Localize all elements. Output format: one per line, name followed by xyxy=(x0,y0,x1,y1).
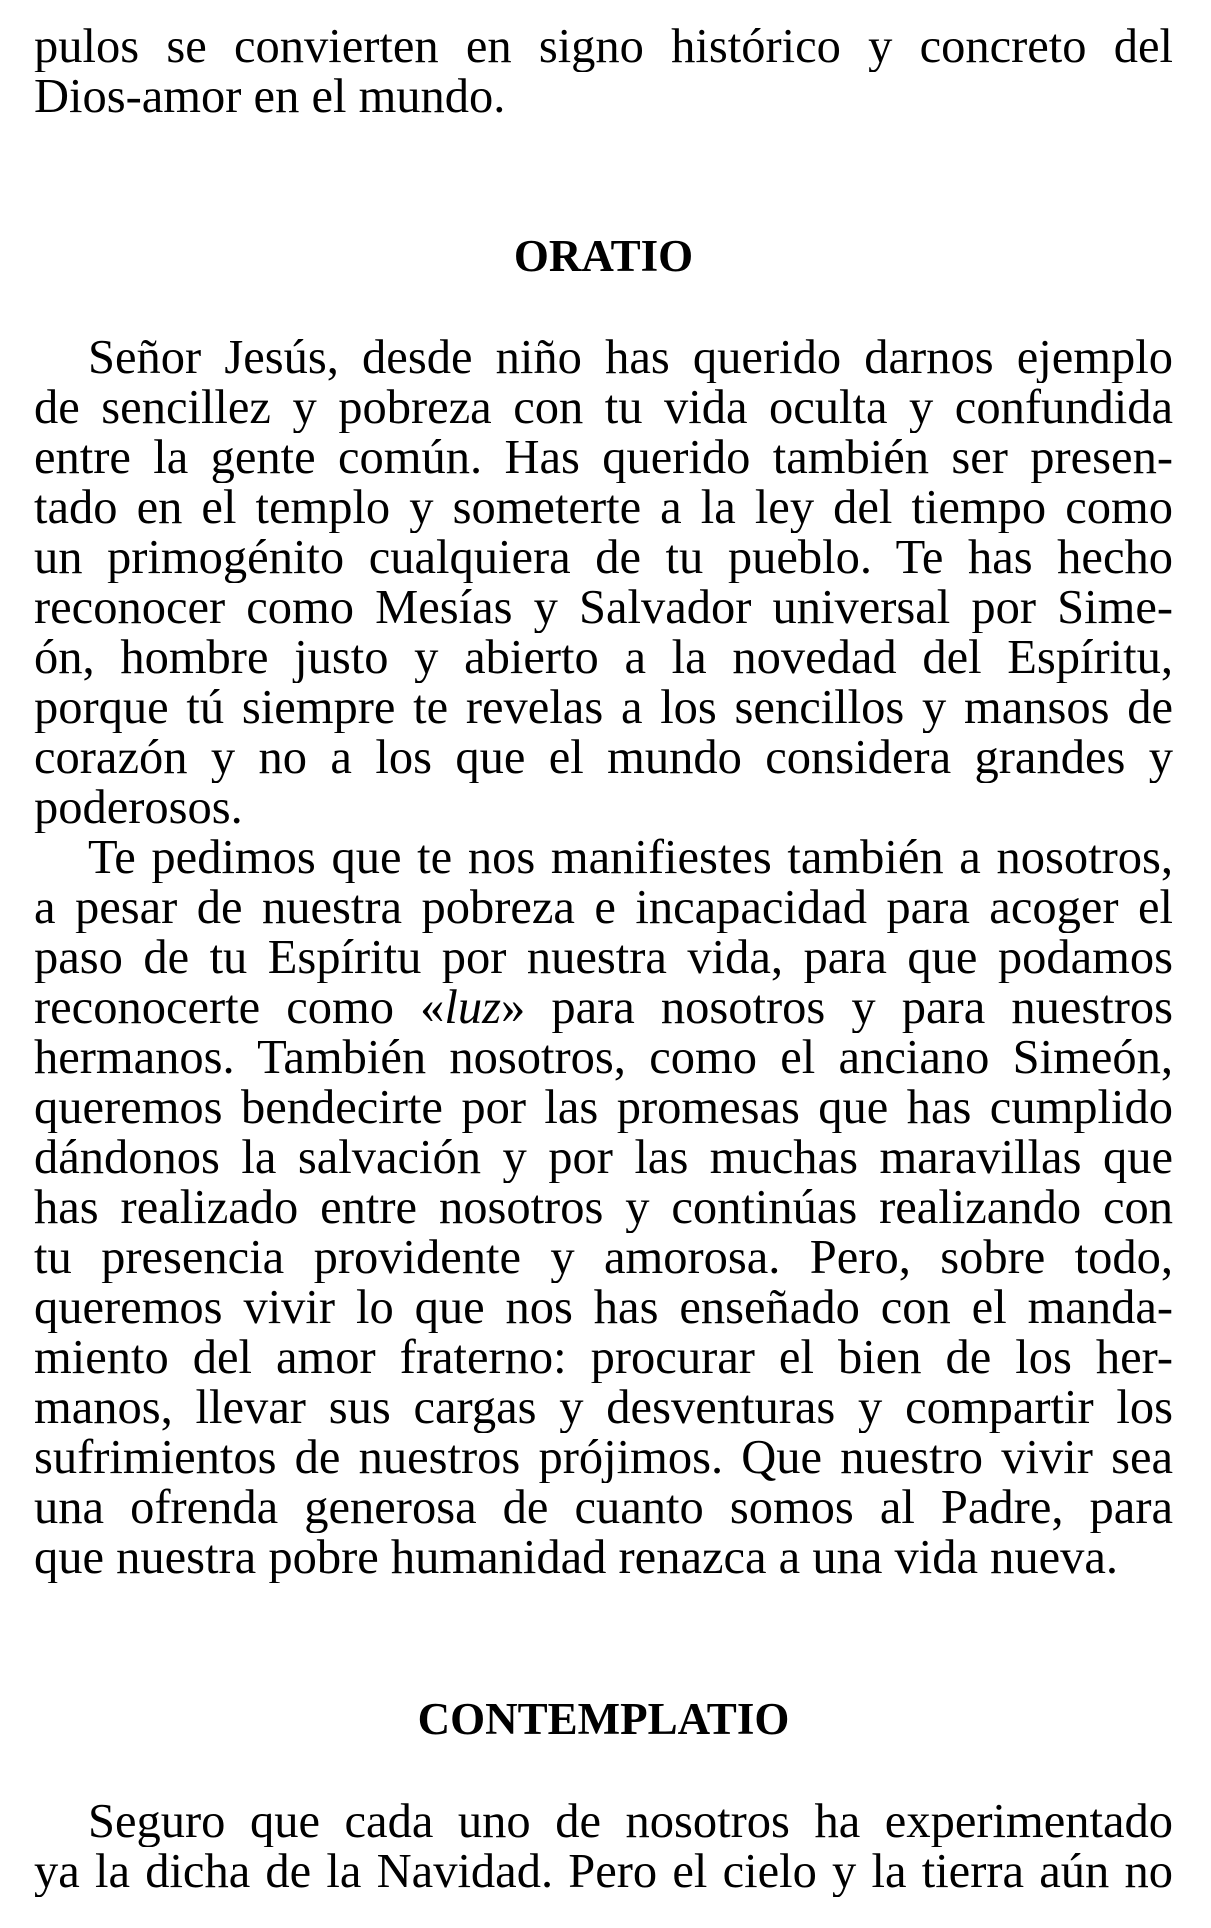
text-line: Dios-amor en el mundo. xyxy=(34,72,506,122)
text-line: tado en el templo y someterte a la ley del tiempo como xyxy=(34,483,1173,533)
quote-close-mark: » xyxy=(501,983,526,1033)
intro-paragraph xyxy=(34,22,1173,122)
oratio-paragraph-2 xyxy=(34,833,1173,1583)
text-line: porque tú siempre te revelas a los sencillos y mansos de xyxy=(34,683,1173,733)
text-line xyxy=(34,983,1173,1033)
text-line: miento del amor fraterno: procurar el bien de los her- xyxy=(34,1333,1173,1383)
text-line: ya la dicha de la Navidad. Pero el cielo y la tierra aún no xyxy=(34,1847,1173,1897)
text-line: ón, hombre justo y abierto a la novedad del Espíritu, xyxy=(34,633,1173,683)
text-line: hermanos. También nosotros, como el anciano Simeón, xyxy=(34,1033,1173,1083)
quote-open-mark: « xyxy=(420,983,445,1033)
text-line: reconocer como Mesías y Salvador universal por Sime- xyxy=(34,583,1173,633)
text-line: una ofrenda generosa de cuanto somos al Padre, para xyxy=(34,1483,1173,1533)
text-line: queremos vivir lo que nos has enseñado con el manda- xyxy=(34,1283,1173,1333)
text-line: a pesar de nuestra pobreza e incapacidad para acoger el xyxy=(34,883,1173,933)
section-heading-contemplatio: CONTEMPLATIO xyxy=(417,1694,790,1744)
text-line: de sencillez y pobreza con tu vida oculta y confundida xyxy=(34,383,1173,433)
text-line: dándonos la salvación y por las muchas maravillas que xyxy=(34,1133,1173,1183)
text-line: Te pedimos que te nos manifiestes también a nosotros, xyxy=(88,833,1173,883)
text-line: entre la gente común. Has querido también ser presen- xyxy=(34,433,1173,483)
section-heading-oratio: ORATIO xyxy=(513,231,694,281)
text-line: tu presencia providente y amorosa. Pero, sobre todo, xyxy=(34,1233,1173,1283)
emphasized-word: luz xyxy=(444,983,501,1033)
text-line: que nuestra pobre humanidad renazca a una vida nueva. xyxy=(34,1533,1119,1583)
text-segment: para nosotros y para nuestros xyxy=(525,983,1173,1033)
text-line: corazón y no a los que el mundo considera grandes y xyxy=(34,733,1173,783)
text-line: pulos se convierten en signo histórico y concreto del xyxy=(34,22,1173,72)
text-line: paso de tu Espíritu por nuestra vida, para que podamos xyxy=(34,933,1173,983)
oratio-body xyxy=(34,333,1173,1583)
text-line: un primogénito cualquiera de tu pueblo. Te has hecho xyxy=(34,533,1173,583)
text-segment: reconocerte como xyxy=(34,983,421,1033)
text-line: Señor Jesús, desde niño has querido darnos ejemplo xyxy=(88,333,1173,383)
contemplatio-paragraph xyxy=(34,1797,1173,1897)
text-line: poderosos. xyxy=(34,783,243,833)
text-line: manos, llevar sus cargas y desventuras y compartir los xyxy=(34,1383,1173,1433)
text-line: has realizado entre nosotros y continúas realizando con xyxy=(34,1183,1173,1233)
text-line: queremos bendecirte por las promesas que has cumplido xyxy=(34,1083,1173,1133)
text-line: Seguro que cada uno de nosotros ha experimentado xyxy=(88,1797,1173,1847)
text-line: sufrimientos de nuestros prójimos. Que nuestro vivir sea xyxy=(34,1433,1173,1483)
oratio-paragraph-1 xyxy=(34,333,1173,833)
